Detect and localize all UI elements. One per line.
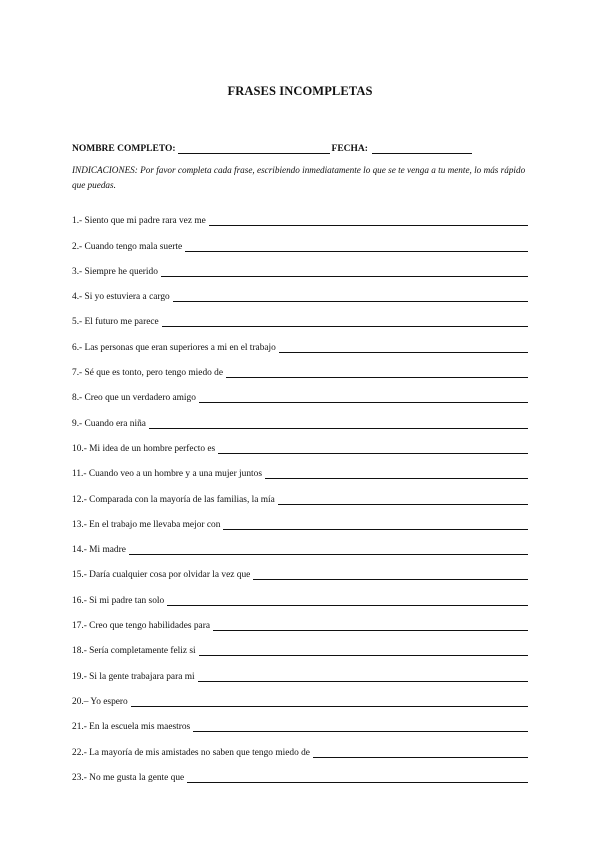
name-blank[interactable]	[178, 143, 330, 154]
answer-blank[interactable]	[131, 697, 528, 707]
answer-blank[interactable]	[199, 393, 528, 403]
answer-blank[interactable]	[129, 545, 528, 555]
sentence-prompt: 9.- Cuando era niña	[72, 418, 146, 429]
sentence-item	[72, 254, 528, 279]
sentence-item	[72, 329, 528, 354]
answer-blank[interactable]	[149, 419, 528, 429]
sentence-item	[72, 228, 528, 253]
sentence-prompt: 17.- Creo que tengo habilidades para	[72, 621, 210, 632]
sentence-list	[72, 203, 528, 785]
sentence-prompt: 11.- Cuando veo a un hombre y a una mujer juntos	[72, 469, 262, 480]
sentence-item	[72, 203, 528, 228]
document-title: FRASES INCOMPLETAS	[227, 84, 373, 98]
sentence-prompt: 14.- Mi madre	[72, 545, 126, 556]
sentence-item	[72, 582, 528, 607]
sentence-item	[72, 557, 528, 582]
sentence-prompt: 23.- No me gusta la gente que	[72, 772, 185, 783]
sentence-item	[72, 481, 528, 506]
sentence-prompt: 2.- Cuando tengo mala suerte	[72, 241, 183, 252]
sentence-prompt: 10.- Mi idea de un hombre perfecto es	[72, 443, 216, 454]
answer-blank[interactable]	[226, 368, 528, 378]
sentence-item	[72, 405, 528, 430]
answer-blank[interactable]	[161, 267, 528, 277]
answer-blank[interactable]	[313, 748, 528, 758]
sentence-item	[72, 633, 528, 658]
sentence-item	[72, 734, 528, 759]
sentence-item	[72, 760, 528, 785]
answer-blank[interactable]	[218, 444, 528, 454]
sentence-prompt: 15.- Daría cualquier cosa por olvidar la vez que	[72, 570, 251, 581]
sentence-item	[72, 380, 528, 405]
answer-blank[interactable]	[193, 722, 528, 732]
sentence-item	[72, 684, 528, 709]
sentence-prompt: 20.– Yo espero	[72, 696, 128, 707]
sentence-item	[72, 304, 528, 329]
sentence-item	[72, 532, 528, 557]
answer-blank[interactable]	[173, 292, 528, 302]
answer-blank[interactable]	[167, 596, 528, 606]
sentence-prompt: 6.- Las personas que eran superiores a mi en el trabajo	[72, 342, 276, 353]
sentence-prompt: 13.- En el trabajo me llevaba mejor con	[72, 519, 221, 530]
sentence-item	[72, 355, 528, 380]
answer-blank[interactable]	[198, 672, 528, 682]
sentence-prompt: 19.- Si la gente trabajara para mi	[72, 671, 195, 682]
sentence-item	[72, 507, 528, 532]
sentence-item	[72, 658, 528, 683]
sentence-item	[72, 456, 528, 481]
sentence-prompt: 4.- Si yo estuviera a cargo	[72, 292, 170, 303]
sentence-item	[72, 431, 528, 456]
sentence-prompt: 1.- Siento que mi padre rara vez me	[72, 216, 206, 227]
answer-blank[interactable]	[185, 242, 528, 252]
name-label: NOMBRE COMPLETO:	[72, 144, 176, 154]
answer-blank[interactable]	[253, 570, 528, 580]
sentence-prompt: 7.- Sé que es tonto, pero tengo miedo de	[72, 368, 224, 379]
header-fields	[72, 140, 532, 154]
answer-blank[interactable]	[213, 621, 528, 631]
sentence-prompt: 5.- El futuro me parece	[72, 317, 159, 328]
answer-blank[interactable]	[162, 317, 528, 327]
answer-blank[interactable]	[223, 520, 528, 530]
sentence-item	[72, 709, 528, 734]
sentence-item	[72, 608, 528, 633]
sentence-item	[72, 279, 528, 304]
sentence-prompt: 12.- Comparada con la mayoría de las familias, la mía	[72, 494, 275, 505]
instructions: INDICACIONES: Por favor completa cada frase, escribiendo inmediatamente lo que se te venga a tu mente, lo más rápido que puedas.	[72, 165, 526, 190]
date-label: FECHA:	[331, 144, 368, 154]
sentence-prompt: 16.- Si mi padre tan solo	[72, 595, 165, 606]
answer-blank[interactable]	[278, 495, 528, 505]
date-blank[interactable]	[372, 143, 472, 154]
sentence-prompt: 8.- Creo que un verdadero amigo	[72, 393, 196, 404]
sentence-prompt: 21.- En la escuela mis maestros	[72, 722, 191, 733]
answer-blank[interactable]	[187, 773, 528, 783]
answer-blank[interactable]	[199, 646, 528, 656]
answer-blank[interactable]	[279, 343, 528, 353]
sentence-prompt: 18.- Sería completamente feliz si	[72, 646, 196, 657]
sentence-prompt: 22.- La mayoría de mis amistades no saben que tengo miedo de	[72, 747, 310, 758]
answer-blank[interactable]	[209, 216, 528, 226]
answer-blank[interactable]	[265, 469, 528, 479]
sentence-prompt: 3.- Siempre he querido	[72, 266, 158, 277]
